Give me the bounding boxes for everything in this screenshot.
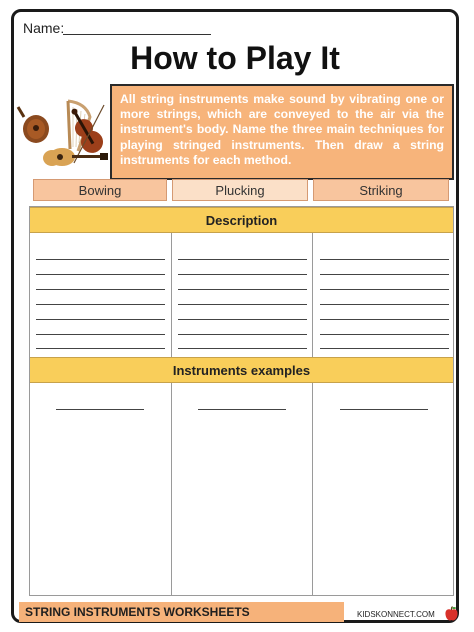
writing-line[interactable] <box>36 289 165 290</box>
worksheet-table <box>29 206 454 596</box>
writing-line[interactable] <box>36 334 165 335</box>
instructions-text: All string instruments make sound by vibrating one or more strings, which are conveyed to the air via the instrument's body. Name the three main techniques for playing stringed instruments. Then draw a string instruments for each method. <box>110 84 454 180</box>
writing-line[interactable] <box>36 274 165 275</box>
string-instruments-icon <box>16 97 112 169</box>
writing-line[interactable] <box>178 348 307 349</box>
writing-line[interactable] <box>320 348 449 349</box>
writing-line[interactable] <box>320 259 449 260</box>
name-line[interactable] <box>63 34 211 35</box>
writing-line[interactable] <box>178 274 307 275</box>
name-label: Name: <box>23 20 65 36</box>
example-name-line[interactable] <box>340 409 428 410</box>
column-divider <box>171 233 172 357</box>
technique-plucking: Plucking <box>172 179 308 201</box>
technique-striking: Striking <box>313 179 449 201</box>
page-title: How to Play It <box>130 40 340 76</box>
apple-icon <box>444 606 459 622</box>
writing-line[interactable] <box>178 319 307 320</box>
description-header: Description <box>30 207 453 233</box>
footer-title: STRING INSTRUMENTS WORKSHEETS <box>19 602 344 622</box>
examples-header: Instruments examples <box>30 357 453 383</box>
column-divider <box>312 383 313 595</box>
writing-line[interactable] <box>320 289 449 290</box>
writing-line[interactable] <box>178 259 307 260</box>
writing-line[interactable] <box>178 334 307 335</box>
example-name-line[interactable] <box>56 409 144 410</box>
writing-line[interactable] <box>36 259 165 260</box>
example-name-line[interactable] <box>198 409 286 410</box>
writing-line[interactable] <box>178 304 307 305</box>
writing-line[interactable] <box>36 319 165 320</box>
writing-line[interactable] <box>36 304 165 305</box>
writing-line[interactable] <box>320 304 449 305</box>
writing-line[interactable] <box>320 334 449 335</box>
column-divider <box>171 383 172 595</box>
column-divider <box>312 233 313 357</box>
writing-line[interactable] <box>320 319 449 320</box>
technique-bowing: Bowing <box>33 179 167 201</box>
writing-line[interactable] <box>320 274 449 275</box>
writing-line[interactable] <box>36 348 165 349</box>
worksheet <box>11 9 459 623</box>
writing-line[interactable] <box>178 289 307 290</box>
brand-name: KIDSKONNECT.COM <box>357 610 435 619</box>
